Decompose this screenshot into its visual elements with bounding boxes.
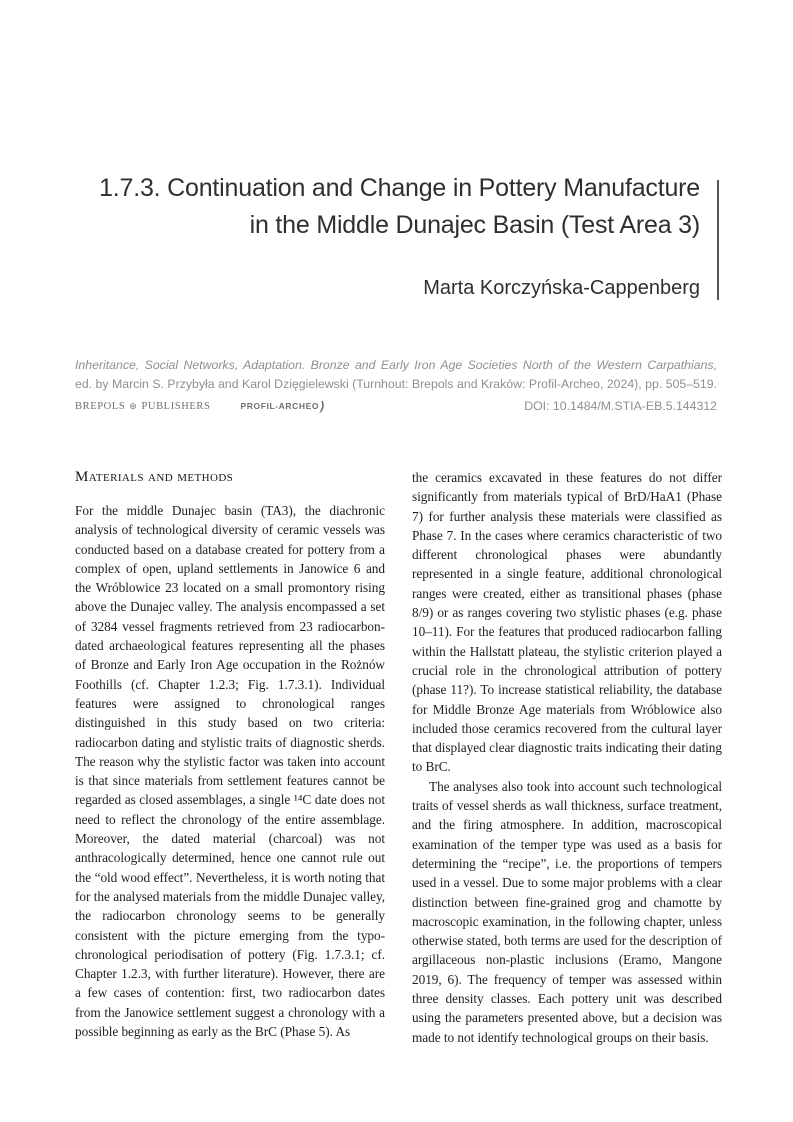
body-paragraph-right-2: The analyses also took into account such technological traits of vessel sherds as wall thickness, surface treatment, and the firing atmosphere. In addition, macroscopical examination of the temper type was used as a basis for determining the “recipe”, i.e. the proportions of tempers used in a vessel. Due to some major problems with a clear distinction between fine-grained grog and chamotte by macroscopic examination, in the following chapter, unless otherwise stated, both terms are used for the description of argillaceous non-plastic inclusions (Eramo, Mangone 2019, 6). The frequency of temper was assessed within three density classes. Each pottery unit was described using the parameters presented above, but a decision was made to not identify technological groups on their basis. <box>412 778 722 1045</box>
citation-editors-line: ed. by Marcin S. Przybyła and Karol Dzięgielewski (Turnhout: Brepols and Kraków: Profil-Archeo, 2024), pp. 505–519. <box>75 377 717 392</box>
citation-logo-doi-row <box>75 397 717 416</box>
title-divider-rule <box>717 180 719 300</box>
brepols-publishers-text: PUBLISHERS <box>141 400 211 412</box>
brepols-mark-icon: ⊛ <box>129 400 138 411</box>
chapter-title-block <box>99 170 700 300</box>
citation-series-title: Inheritance, Social Networks, Adaptation. Bronze and Early Iron Age Societies North of the Western Carpathians, <box>75 358 717 372</box>
body-paragraph-right-1: the ceramics excavated in these features do not differ significantly from materials typical of BrD/HaA1 (Phase 7) for further analysis these materials were classified as Phase 7. In the cases where ceramics characteristic of two different chronological phases were abundantly represented in a single feature, additional chronological ranges were created, either as transitional phases (phase 8/9) or as ranges covering two stylistic phases (e.g. phase 10–11). For the features that produced radiocarbon falling within the Hallstatt plateau, the stylistic criterion played a crucial role in the chronological attribution of pottery (phase 11?). To increase statistical reliability, the database for Middle Bronze Age materials from Wróblowice also included those ceramics recovered from the cultural layer that displayed clear diagnostic traits indicating their dating to BrC. <box>412 470 722 775</box>
citation-block <box>75 356 717 416</box>
doi-text: DOI: 10.1484/M.STIA-EB.5.144312 <box>524 398 717 413</box>
author-name: Marta Korczyńska-Cappenberg <box>423 277 700 299</box>
right-column <box>412 468 722 1047</box>
body-text-columns <box>75 468 722 1047</box>
profil-archeo-swoosh-icon: ) <box>320 398 325 413</box>
body-paragraph-left: For the middle Dunajec basin (TA3), the diachronic analysis of technological diversity of ceramic vessels was conducted based on a database created for pottery from a complex of open, upland settlements in Janowice 6 and the Wróblowice 23 located on a small promontory rising above the Dunajec valley. The analysis encompassed a set of 3284 vessel fragments retrieved from 23 radiocarbon-dated archaeological features representing all the phases of Bronze and Early Iron Age occupation in the Rożnów Foothills (cf. Chapter 1.2.3; Fig. 1.7.3.1). Individual features were assigned to chronological ranges distinguished in this study based on two criteria: radiocarbon dating and stylistic traits of diagnostic sherds. The reason why the stylistic factor was taken into account is that since materials from settlement features cannot be regarded as closed assemblages, a single ¹⁴C date does not need to reflect the chronology of the entire assemblage. Moreover, the dated material (charcoal) was not anthracologically determined, hence one cannot rule out the “old wood effect”. Nevertheless, it is worth noting that for the analysed materials from the middle Dunajec valley, the radiocarbon chronology seems to be generally consistent with the picture emerging from the typo-chronological periodisation of pottery (Fig. 1.7.3.1; cf. Chapter 1.2.3, with further literature). However, there are a few cases of contention: first, two radiocarbon dates from the Janowice settlement suggest a chronology with a possible beginning as early as the BrC (Phase 5). As <box>75 503 385 1040</box>
chapter-title-line-1: 1.7.3. Continuation and Change in Pottery Manufacture <box>99 174 700 202</box>
brepols-publishers-logo <box>75 397 210 416</box>
left-column <box>75 468 385 1047</box>
brepols-name-text: BREPOLS <box>75 400 126 412</box>
profil-archeo-logo <box>240 397 324 416</box>
section-heading: Materials and methods <box>75 469 234 485</box>
publisher-logos <box>75 397 325 416</box>
chapter-title-line-2: in the Middle Dunajec Basin (Test Area 3) <box>249 211 700 239</box>
profil-archeo-text: PROFIL-ARCHEO <box>240 400 320 411</box>
